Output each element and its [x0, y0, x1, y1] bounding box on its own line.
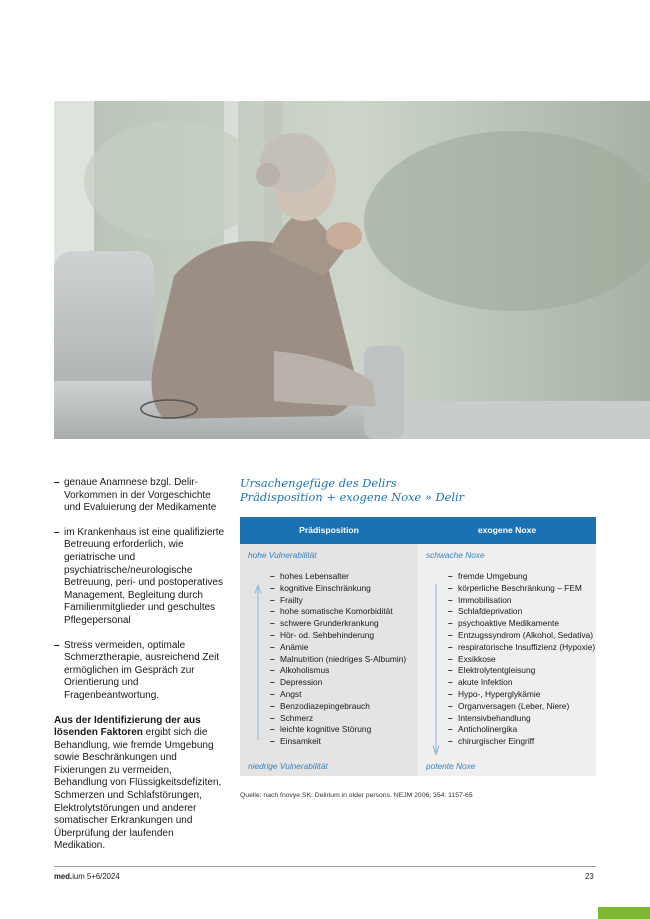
bullet-item: – genaue Anamnese bzgl. Delir-Vorkommen in der Vorgeschichte und Evaluierung der Medikamente	[54, 477, 226, 515]
list-item: – Immobilisation	[448, 595, 595, 607]
list-item: – Organversagen (Leber, Niere)	[448, 701, 595, 713]
list-item: – leichte kognitive Störung	[270, 724, 406, 736]
predisposition-list	[270, 571, 406, 748]
header-predisposition: Prädisposition	[299, 525, 359, 535]
header-exogenous-noxa: exogene Noxe	[477, 525, 537, 535]
figure-source: Quelle: nach fnovye SK: Delirium in older persons. NEJM 2006; 354: 1157-65	[240, 792, 473, 799]
publication-brand: med.	[54, 872, 73, 881]
delirium-cause-table	[240, 517, 596, 776]
list-item: – hohes Lebensalter	[270, 571, 406, 583]
list-item: – Anämie	[270, 642, 406, 654]
figure-title	[240, 476, 600, 504]
list-item: – kognitive Einschränkung	[270, 583, 406, 595]
arrow-down-icon	[432, 584, 440, 756]
figure-title-line2: Prädisposition + exogene Noxe » Delir	[240, 490, 465, 504]
predisposition-column	[240, 544, 418, 776]
list-item: – Schlafdeprivation	[448, 606, 595, 618]
list-item: – Benzodiazepingebrauch	[270, 701, 406, 713]
publication-name	[54, 872, 120, 881]
list-item: – Anticholinergika	[448, 724, 595, 736]
list-item: – psychoaktive Medikamente	[448, 618, 595, 630]
list-item: – hohe somatische Komorbidität	[270, 606, 406, 618]
weak-noxa-label: schwache Noxe	[426, 550, 485, 560]
corner-accent-bar	[598, 907, 650, 919]
list-item: – Elektrolytentgleisung	[448, 665, 595, 677]
list-item: – Einsamkeit	[270, 736, 406, 748]
list-item: – chirurgischer Eingriff	[448, 736, 595, 748]
treatment-paragraph	[54, 715, 226, 854]
potent-noxa-label: potente Noxe	[426, 761, 476, 771]
bullet-item: – Stress vermeiden, optimale Schmerztherapie, ausreichend Zeit ermöglichen im Gespräch zur Orientierung und Fragenbeantwortung.	[54, 640, 226, 703]
publication-issue: ium 5+6/2024	[72, 872, 120, 881]
exogenous-noxa-column	[418, 544, 596, 776]
list-item: – Alkoholismus	[270, 665, 406, 677]
page-number: 23	[585, 872, 594, 881]
table-header	[240, 517, 596, 544]
list-item: – körperliche Beschränkung – FEM	[448, 583, 595, 595]
list-item: – Intensivbehandlung	[448, 713, 595, 725]
low-vulnerability-label: niedrige Vulnerabilität	[248, 761, 328, 771]
hero-photo	[54, 101, 650, 439]
list-item: – Exsikkose	[448, 654, 595, 666]
footer-divider	[54, 866, 596, 867]
list-item: – Angst	[270, 689, 406, 701]
list-item: – Schmerz	[270, 713, 406, 725]
paragraph-body: ergibt sich die Behandlung, wie fremde Umgebung sowie Beschränkungen und Fixierungen zu vermeiden, Behandlung von Flüssigkeitsdefiziten, Schmerzen und Schlafstörungen, Elektrolytstörungen und anderer somatischer Erkrankungen und Überprüfung der laufenden Medikation.	[54, 727, 222, 852]
list-item: – Malnutrition (niedriges S-Albumin)	[270, 654, 406, 666]
exogenous-noxa-list	[448, 571, 595, 748]
list-item: – Hypo-, Hyperglykämie	[448, 689, 595, 701]
list-item: – akute Infektion	[448, 677, 595, 689]
arrow-up-icon	[254, 584, 262, 740]
list-item: – Frailty	[270, 595, 406, 607]
list-item: – schwere Grunderkrankung	[270, 618, 406, 630]
figure-title-line1: Ursachengefüge des Delirs	[240, 476, 397, 490]
list-item: – Depression	[270, 677, 406, 689]
left-text-column	[54, 477, 226, 853]
list-item: – Entzugssyndrom (Alkohol, Sedativa)	[448, 630, 595, 642]
list-item: – fremde Umgebung	[448, 571, 595, 583]
paragraph-bold-lead: Aus der Identifizierung der aus lösenden Faktoren	[54, 714, 201, 739]
bullet-item: – im Krankenhaus ist eine qualifizierte Betreuung erforderlich, wie geriatrische und psychiatrische/neurologische Betreuung, peri- und postoperatives Management, Begleitung durch Familienmitglieder und geschultes Pflegepersonal	[54, 527, 226, 628]
photo-illustration	[54, 101, 650, 439]
list-item: – Hör- od. Sehbehinderung	[270, 630, 406, 642]
high-vulnerability-label: hohe Vulnerabilität	[248, 550, 317, 560]
list-item: – respiratorische Insuffizienz (Hypoxie)	[448, 642, 595, 654]
